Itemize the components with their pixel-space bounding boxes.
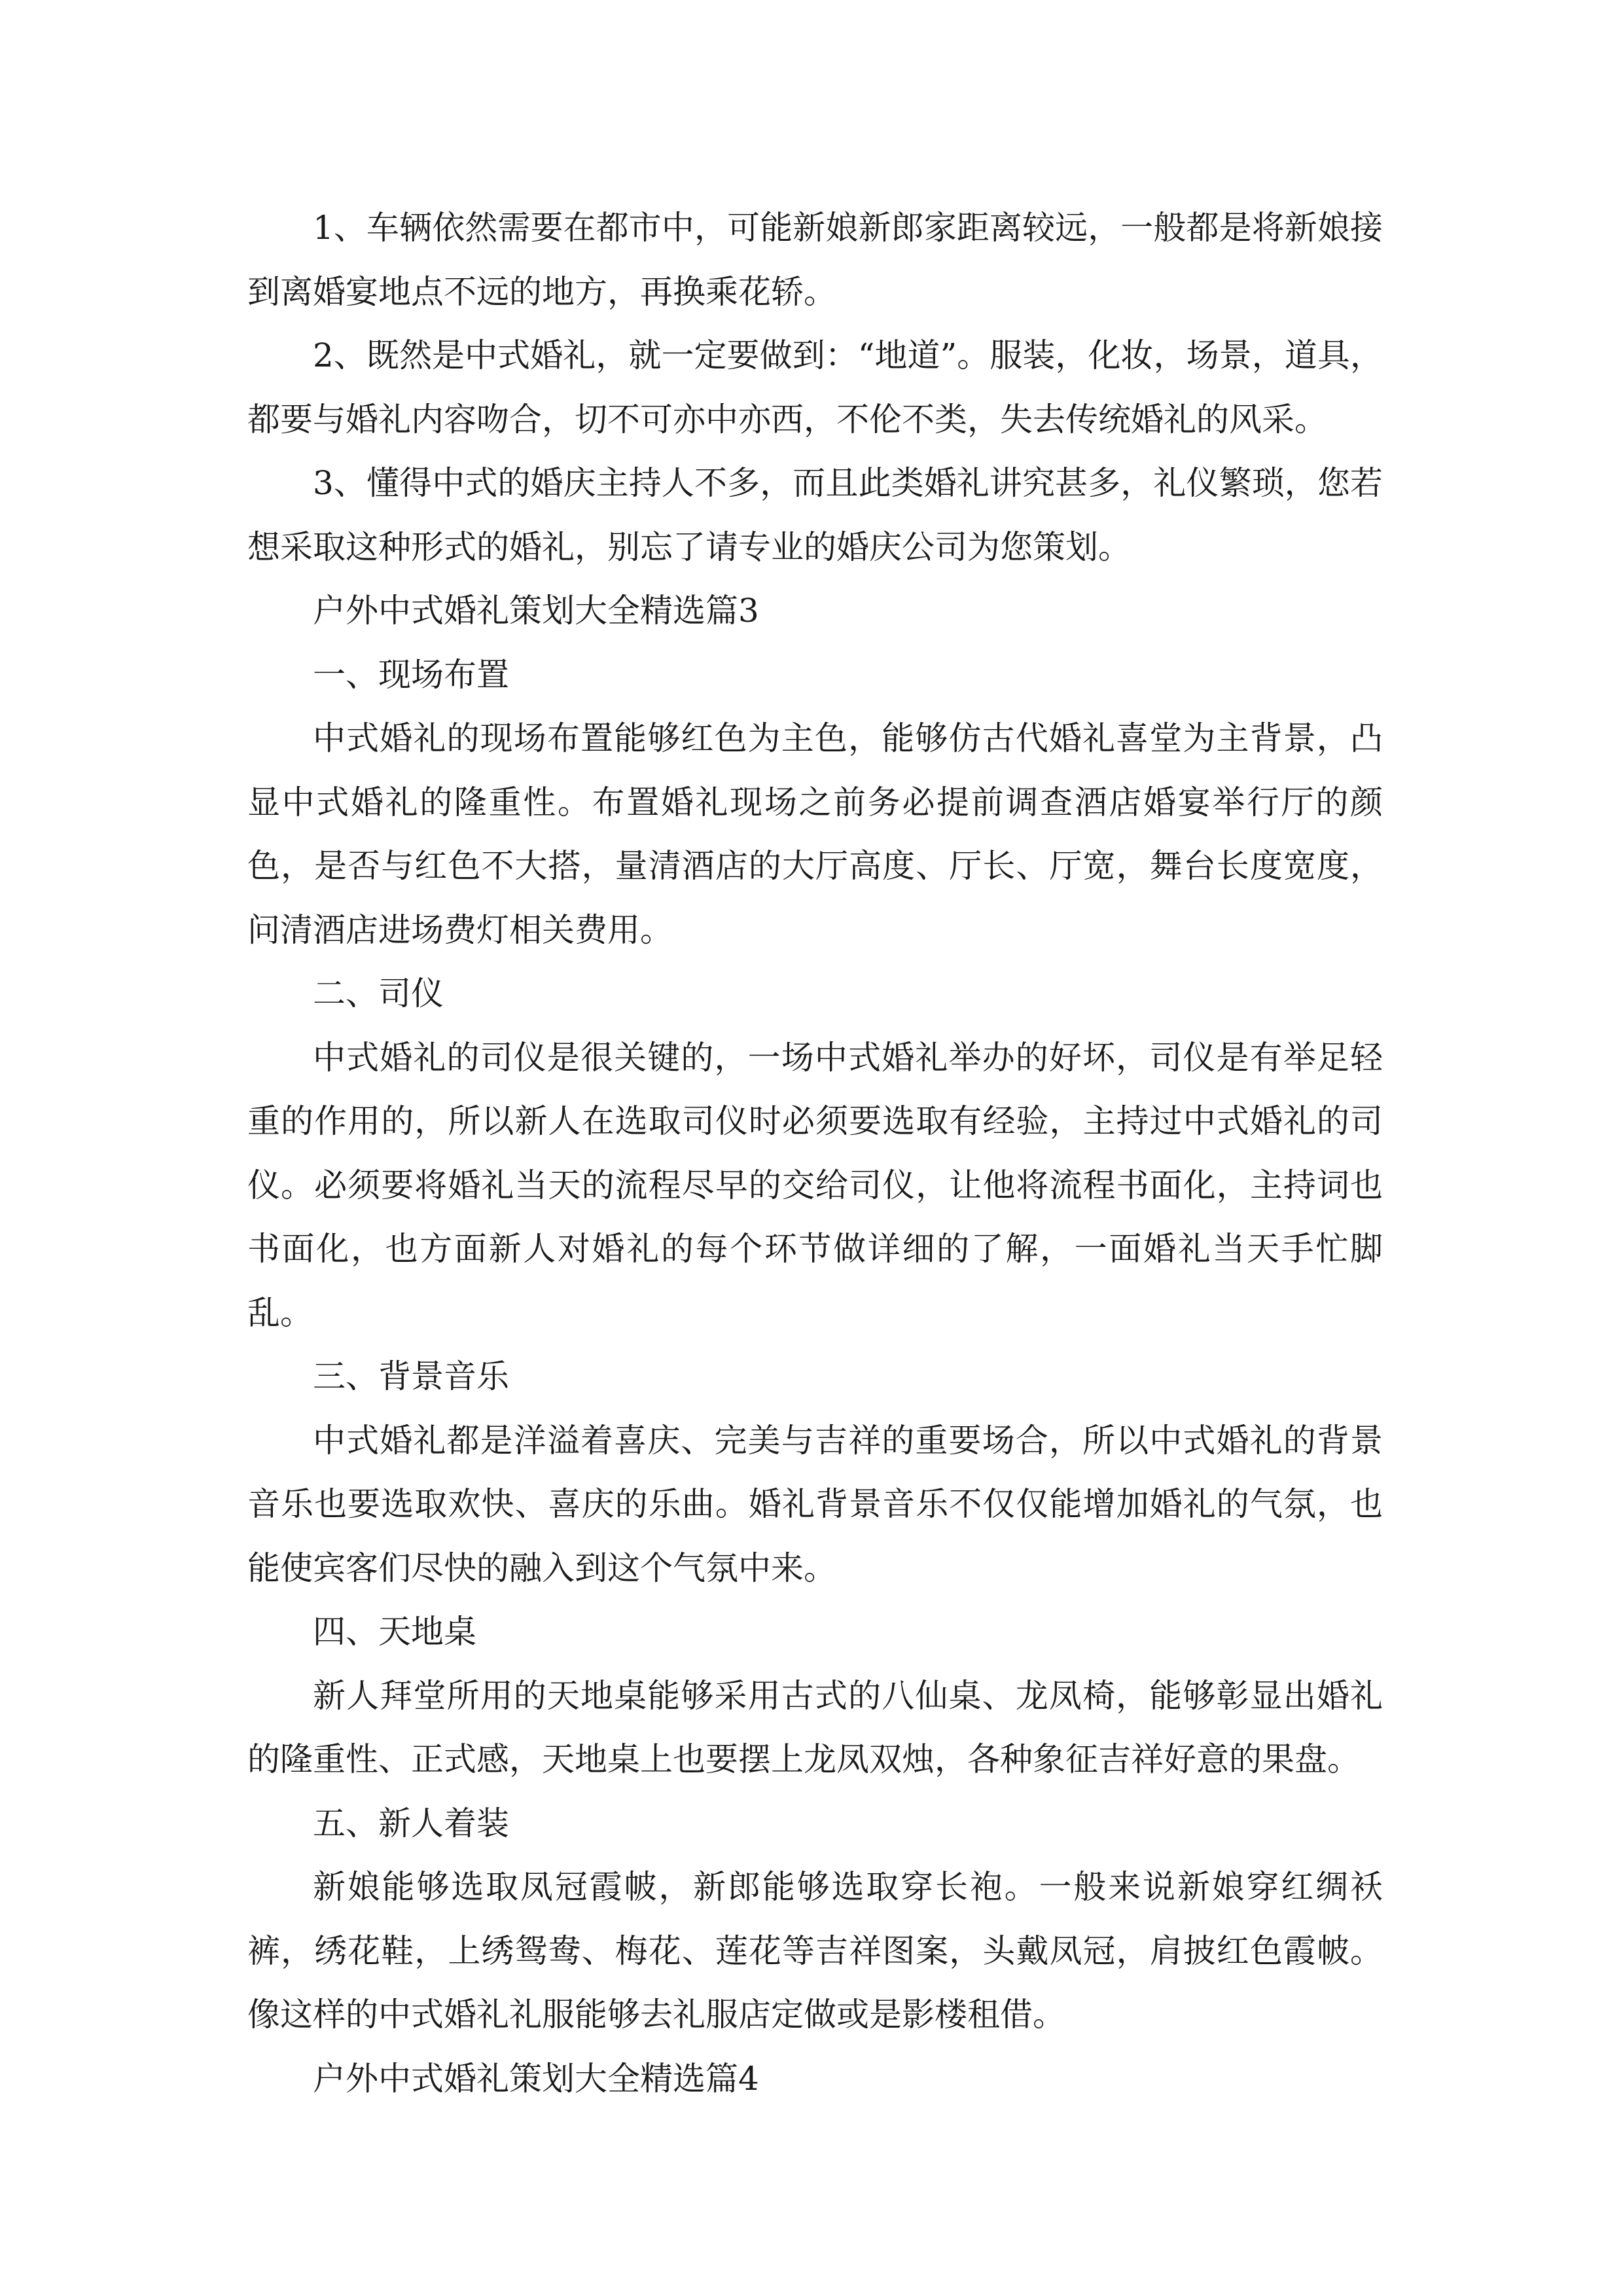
heading-ceremony-table: 四、天地桌 — [313, 1613, 476, 1651]
paragraph-venue-layout: 中式婚礼的现场布置能够红色为主色，能够仿古代婚礼喜堂为主背景，凸显中式婚礼的隆重性。布置婚礼现场之前务必提前调查酒店婚宴举行厅的颜色，是否与红色不大搭，量清酒店的大厅高度、厅长、厅宽，舞台长度宽度，问清酒店进场费灯相关费用。 — [247, 719, 1383, 949]
heading-mc: 二、司仪 — [313, 975, 444, 1013]
paragraph-attire: 新娘能够选取凤冠霞帔，新郎能够选取穿长袍。一般来说新娘穿红绸袄裤，绣花鞋，上绣鸳鸯、梅花、莲花等吉祥图案，头戴凤冠，肩披红色霞帔。像这样的中式婚礼礼服能够去礼服店定做或是影楼租借。 — [247, 1868, 1383, 2034]
heading-attire: 五、新人着装 — [313, 1804, 509, 1842]
paragraph-authentic-note: 2、既然是中式婚礼，就一定要做到：“地道”。服装，化妆，场景，道具，都要与婚礼内容吻合，切不可亦中亦西，不伦不类，失去传统婚礼的风采。 — [247, 336, 1383, 439]
section-title-part3: 户外中式婚礼策划大全精选篇3 — [313, 592, 759, 630]
document-body — [247, 196, 1383, 2111]
paragraph-vehicle-note: 1、车辆依然需要在都市中，可能新娘新郎家距离较远，一般都是将新娘接到离婚宴地点不远的地方，再换乘花轿。 — [247, 209, 1383, 311]
heading-venue-layout: 一、现场布置 — [313, 655, 509, 694]
paragraph-mc: 中式婚礼的司仪是很关键的，一场中式婚礼举办的好坏，司仪是有举足轻重的作用的，所以新人在选取司仪时必须要选取有经验，主持过中式婚礼的司仪。必须要将婚礼当天的流程尽早的交给司仪，让他将流程书面化，主持词也书面化，也方面新人对婚礼的每个环节做详细的了解，一面婚礼当天手忙脚乱。 — [247, 1038, 1383, 1332]
paragraph-ceremony-table: 新人拜堂所用的天地桌能够采用古式的八仙桌、龙凤椅，能够彰显出婚礼的隆重性、正式感，天地桌上也要摆上龙凤双烛，各种象征吉祥好意的果盘。 — [247, 1676, 1383, 1778]
heading-background-music: 三、背景音乐 — [313, 1357, 509, 1395]
paragraph-host-note: 3、懂得中式的婚庆主持人不多，而且此类婚礼讲究甚多，礼仪繁琐，您若想采取这种形式的婚礼，别忘了请专业的婚庆公司为您策划。 — [247, 464, 1383, 566]
section-title-part4: 户外中式婚礼策划大全精选篇4 — [313, 2059, 759, 2098]
paragraph-background-music: 中式婚礼都是洋溢着喜庆、完美与吉祥的重要场合，所以中式婚礼的背景音乐也要选取欢快、喜庆的乐曲。婚礼背景音乐不仅仅能增加婚礼的气氛，也能使宾客们尽快的融入到这个气氛中来。 — [247, 1421, 1383, 1587]
